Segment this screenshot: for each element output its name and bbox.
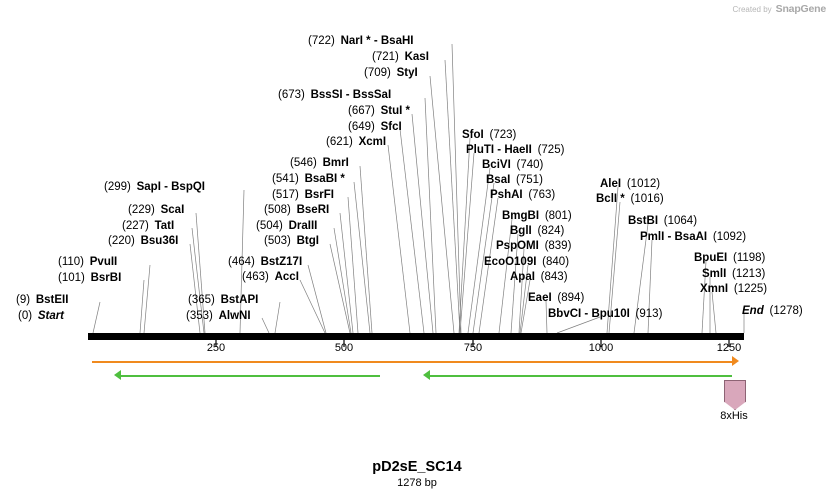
restriction-site-label[interactable] xyxy=(16,294,68,306)
site-name: KasI xyxy=(404,51,429,63)
site-position: (913) xyxy=(635,308,663,320)
restriction-site-label[interactable] xyxy=(600,178,660,190)
site-position: (229) xyxy=(128,204,155,216)
created-by-text: Created by xyxy=(732,4,772,14)
site-name: AleI xyxy=(600,178,622,190)
site-position: (353) xyxy=(186,310,213,322)
site-position: (722) xyxy=(308,35,335,47)
site-name: BbvCI - Bpu10I xyxy=(548,308,630,320)
site-position: (751) xyxy=(516,174,543,186)
plasmid-backbone xyxy=(88,333,744,340)
site-position: (621) xyxy=(326,136,353,148)
ruler-tick-label: 500 xyxy=(334,342,354,354)
restriction-site-label[interactable] xyxy=(122,220,174,232)
site-name: DraIII xyxy=(288,220,318,232)
plasmid-name: pD2sE_SC14 xyxy=(372,459,462,475)
restriction-site-label[interactable] xyxy=(186,310,251,322)
restriction-site-label[interactable] xyxy=(108,235,178,247)
site-name: AlwNI xyxy=(218,310,251,322)
restriction-site-label[interactable] xyxy=(700,283,767,295)
site-name: AccI xyxy=(274,271,299,283)
site-position: (541) xyxy=(272,173,299,185)
plasmid-size: 1278 bp xyxy=(397,477,437,489)
site-name: BstAPI xyxy=(220,294,259,306)
restriction-site-label[interactable] xyxy=(348,105,410,117)
site-position: (839) xyxy=(544,240,572,252)
site-position: (725) xyxy=(537,144,565,156)
site-name: ScaI xyxy=(160,204,185,216)
site-position: (463) xyxy=(242,271,269,283)
site-name: TatI xyxy=(154,220,175,232)
restriction-site-label[interactable] xyxy=(484,256,569,268)
site-position: (721) xyxy=(372,51,399,63)
green-track-right xyxy=(430,375,732,377)
green-track-left xyxy=(121,375,380,377)
restriction-site-label[interactable] xyxy=(548,308,662,320)
orf-orange-arrowhead xyxy=(732,356,739,366)
restriction-site-label[interactable] xyxy=(290,157,349,169)
site-position: (110) xyxy=(58,256,84,268)
site-position: (723) xyxy=(489,129,517,141)
site-position: (0) xyxy=(18,310,33,322)
site-name: NarI * - BsaHI xyxy=(340,35,414,47)
site-name: PmlI - BsaAI xyxy=(640,231,708,243)
restriction-site-label[interactable] xyxy=(18,310,64,322)
restriction-site-label[interactable] xyxy=(128,204,184,216)
site-name: EcoO109I xyxy=(484,256,537,268)
green-arrow-left xyxy=(114,370,121,380)
site-position: (1064) xyxy=(663,215,698,227)
site-name: PvuII xyxy=(89,256,118,268)
site-name: BsaI xyxy=(486,174,511,186)
site-name: SfcI xyxy=(380,121,402,133)
ruler-tick-label: 750 xyxy=(463,342,483,354)
site-position: (9) xyxy=(16,294,31,306)
restriction-site-label[interactable] xyxy=(640,231,746,243)
his-tag-feature[interactable] xyxy=(724,380,746,410)
site-position: (1012) xyxy=(626,178,661,190)
site-position: (546) xyxy=(290,157,317,169)
site-position: (709) xyxy=(364,67,391,79)
restriction-site-label[interactable] xyxy=(528,292,584,304)
site-name: StuI * xyxy=(380,105,410,117)
site-position: (673) xyxy=(278,89,305,101)
site-position: (740) xyxy=(516,159,544,171)
site-position: (894) xyxy=(557,292,585,304)
restriction-site-label[interactable] xyxy=(482,159,543,171)
site-position: (824) xyxy=(537,225,565,237)
site-name: BtgI xyxy=(296,235,319,247)
restriction-site-label[interactable] xyxy=(264,235,319,247)
site-name: PshAI xyxy=(490,189,523,201)
site-position: (101) xyxy=(58,272,85,284)
restriction-site-label[interactable] xyxy=(628,215,697,227)
his-tag-label: 8xHis xyxy=(720,410,748,422)
restriction-site-label[interactable] xyxy=(372,51,429,63)
site-name: BciVI xyxy=(482,159,511,171)
site-name: BglI xyxy=(510,225,532,237)
site-position: (299) xyxy=(104,181,131,193)
site-position: (801) xyxy=(544,210,572,222)
snapgene-branding xyxy=(733,3,826,15)
restriction-site-label[interactable] xyxy=(58,256,117,268)
site-name: StyI xyxy=(396,67,418,79)
restriction-site-label[interactable] xyxy=(462,129,516,141)
site-position: (1198) xyxy=(732,252,766,264)
ruler-ticks xyxy=(88,340,744,350)
restriction-site-label[interactable] xyxy=(188,294,258,306)
site-name: BstEII xyxy=(35,294,69,306)
site-name: SapI - BspQI xyxy=(136,181,205,193)
site-name: SfoI xyxy=(462,129,484,141)
site-position: (763) xyxy=(528,189,556,201)
site-position: (227) xyxy=(122,220,149,232)
site-position: (517) xyxy=(272,189,299,201)
restriction-site-label[interactable] xyxy=(364,67,418,79)
restriction-site-label[interactable] xyxy=(510,225,564,237)
restriction-site-label[interactable] xyxy=(496,240,571,252)
restriction-site-label[interactable] xyxy=(272,173,345,185)
site-name: BmgBI xyxy=(502,210,540,222)
site-name: BsaBI * xyxy=(304,173,345,185)
site-name: Start xyxy=(37,310,65,322)
restriction-site-label[interactable] xyxy=(308,35,413,47)
site-name: BstZ17I xyxy=(260,256,303,268)
site-name: PspOMI xyxy=(496,240,539,252)
site-name: XmnI xyxy=(700,283,729,295)
site-name: Bsu36I xyxy=(140,235,179,247)
site-name: BssSI - BssSaI xyxy=(310,89,392,101)
site-position: (843) xyxy=(540,271,568,283)
restriction-site-label[interactable] xyxy=(264,204,329,216)
restriction-site-label[interactable] xyxy=(228,256,302,268)
snapgene-logo-text: SnapGene xyxy=(775,3,826,15)
site-position: (1278) xyxy=(769,305,803,317)
site-position: (508) xyxy=(264,204,291,216)
restriction-site-label[interactable] xyxy=(490,189,555,201)
restriction-site-label[interactable] xyxy=(272,189,334,201)
restriction-site-label[interactable] xyxy=(510,271,568,283)
site-name: BmrI xyxy=(322,157,349,169)
ruler-tick-label: 1000 xyxy=(588,342,614,354)
ruler-tick-label: 1250 xyxy=(716,342,742,354)
site-position: (503) xyxy=(264,235,291,247)
site-name: SmlI xyxy=(702,268,727,280)
restriction-site-label[interactable] xyxy=(466,144,564,156)
restriction-site-label[interactable] xyxy=(242,271,299,283)
site-name: EaeI xyxy=(528,292,552,304)
site-name: End xyxy=(742,305,764,317)
restriction-site-label[interactable] xyxy=(742,305,803,317)
restriction-site-label[interactable] xyxy=(486,174,543,186)
site-position: (649) xyxy=(348,121,375,133)
site-name: ApaI xyxy=(510,271,535,283)
orf-orange-track xyxy=(92,361,732,363)
restriction-site-label[interactable] xyxy=(694,252,765,264)
restriction-site-label[interactable] xyxy=(326,136,386,148)
restriction-site-label[interactable] xyxy=(58,272,121,284)
site-name: BsrBI xyxy=(90,272,122,284)
restriction-site-label[interactable] xyxy=(702,268,765,280)
site-position: (1016) xyxy=(630,193,664,205)
site-name: BstBI xyxy=(628,215,659,227)
site-position: (220) xyxy=(108,235,135,247)
site-name: BclI * xyxy=(596,193,625,205)
site-name: XcmI xyxy=(358,136,387,148)
ruler-tick-label: 250 xyxy=(206,342,226,354)
restriction-site-label[interactable] xyxy=(348,121,402,133)
site-name: BseRI xyxy=(296,204,330,216)
site-position: (464) xyxy=(228,256,255,268)
site-position: (840) xyxy=(542,256,570,268)
site-position: (504) xyxy=(256,220,283,232)
restriction-site-label[interactable] xyxy=(596,193,664,205)
restriction-site-label[interactable] xyxy=(278,89,391,101)
site-position: (365) xyxy=(188,294,215,306)
site-position: (667) xyxy=(348,105,375,117)
restriction-site-label[interactable] xyxy=(502,210,572,222)
restriction-site-label[interactable] xyxy=(104,181,205,193)
restriction-site-label[interactable] xyxy=(256,220,317,232)
site-position: (1225) xyxy=(733,283,768,295)
site-name: BpuEI xyxy=(694,252,728,264)
site-name: BsrFI xyxy=(304,189,335,201)
site-name: PluTI - HaeII xyxy=(466,144,532,156)
site-position: (1213) xyxy=(732,268,766,280)
green-arrow-right xyxy=(423,370,430,380)
site-position: (1092) xyxy=(712,231,747,243)
